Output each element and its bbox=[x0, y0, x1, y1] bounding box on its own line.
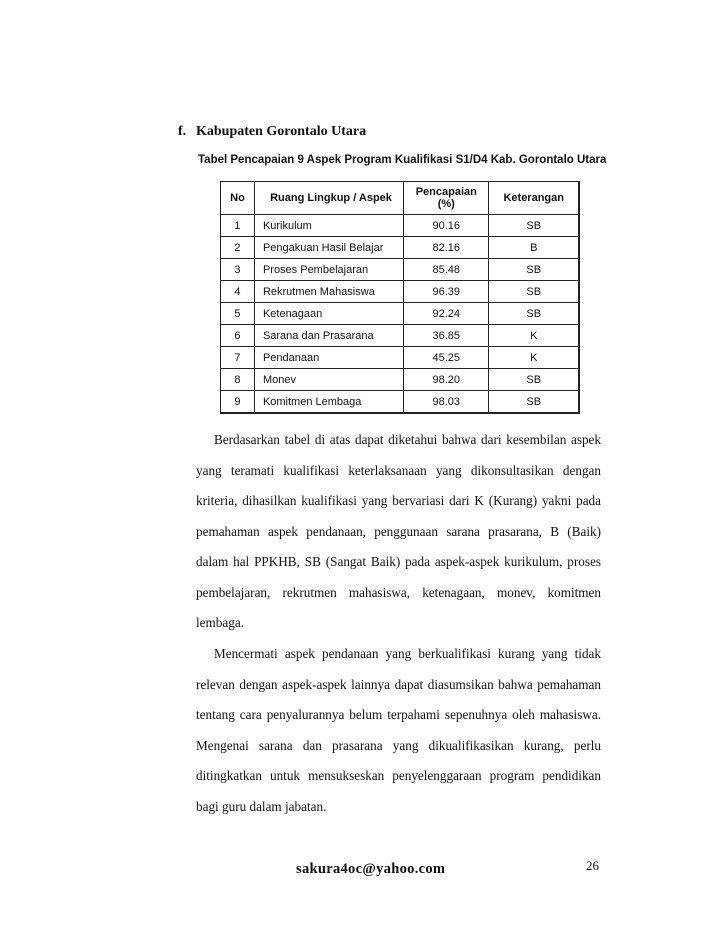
cell-aspek: Rekrutmen Mahasiswa bbox=[254, 281, 403, 303]
cell-no: 1 bbox=[221, 215, 255, 237]
cell-no: 2 bbox=[221, 237, 255, 259]
table-row bbox=[221, 237, 580, 259]
cell-pencapaian: 96.39 bbox=[404, 281, 489, 303]
table-row bbox=[221, 325, 580, 347]
cell-keterangan: SB bbox=[489, 259, 579, 281]
table-row bbox=[221, 303, 580, 325]
section-heading bbox=[178, 124, 366, 140]
paragraph-2-last-line: bagi guru dalam jabatan. bbox=[196, 798, 327, 814]
cell-no: 9 bbox=[221, 391, 255, 414]
cell-pencapaian: 98.03 bbox=[404, 391, 489, 414]
cell-pencapaian: 45.25 bbox=[404, 347, 489, 369]
header-aspek: Ruang Lingkup / Aspek bbox=[254, 182, 403, 215]
table-caption: Tabel Pencapaian 9 Aspek Program Kualifikasi S1/D4 Kab. Gorontalo Utara bbox=[198, 154, 607, 166]
cell-no: 8 bbox=[221, 369, 255, 391]
header-pencapaian bbox=[404, 182, 489, 215]
cell-keterangan: B bbox=[489, 237, 579, 259]
section-title: Kabupaten Gorontalo Utara bbox=[196, 124, 367, 139]
cell-no: 5 bbox=[221, 303, 255, 325]
paragraph-2-body: Mencermati aspek pendanaan yang berkualifikasi kurang yang tidak relevan dengan aspek-aspek lainnya dapat diasumsikan bahwa pemahaman tentang cara penyalurannya belum terpahami sepenuhnya oleh mahasiswa. Mengenai sarana dan prasarana yang dikualifikasikan kurang, perlu ditingkatkan untuk mensukseskan penyelenggaraan program pendidikan bbox=[196, 646, 601, 783]
cell-aspek: Proses Pembelajaran bbox=[254, 259, 403, 281]
cell-pencapaian: 90.16 bbox=[404, 215, 489, 237]
table-row bbox=[221, 215, 580, 237]
cell-aspek: Kurikulum bbox=[254, 215, 403, 237]
cell-aspek: Pengakuan Hasil Belajar bbox=[254, 237, 403, 259]
section-marker: f. bbox=[178, 124, 187, 139]
header-no: No bbox=[221, 182, 255, 215]
paragraph-1 bbox=[196, 425, 601, 639]
cell-pencapaian: 98.20 bbox=[404, 369, 489, 391]
cell-keterangan: SB bbox=[489, 391, 579, 414]
cell-no: 6 bbox=[221, 325, 255, 347]
page-number: 26 bbox=[586, 858, 599, 873]
cell-pencapaian: 36.85 bbox=[404, 325, 489, 347]
table-row bbox=[221, 391, 580, 414]
header-pencapaian-label: Pencapaian bbox=[415, 186, 477, 198]
cell-keterangan: K bbox=[489, 325, 579, 347]
cell-keterangan: SB bbox=[489, 369, 579, 391]
table-row bbox=[221, 281, 580, 303]
cell-aspek: Sarana dan Prasarana bbox=[254, 325, 403, 347]
cell-no: 7 bbox=[221, 347, 255, 369]
achievement-table bbox=[220, 181, 580, 414]
cell-aspek: Pendanaan bbox=[254, 347, 403, 369]
paragraph-1-last-line: lembaga. bbox=[196, 615, 244, 630]
cell-keterangan: K bbox=[489, 347, 579, 369]
cell-aspek: Komitmen Lembaga bbox=[254, 391, 403, 414]
cell-pencapaian: 92.24 bbox=[404, 303, 489, 325]
cell-pencapaian: 85.48 bbox=[404, 259, 489, 281]
cell-aspek: Ketenagaan bbox=[254, 303, 403, 325]
paragraph-2 bbox=[196, 639, 601, 822]
cell-pencapaian: 82.16 bbox=[404, 237, 489, 259]
cell-no: 4 bbox=[221, 281, 255, 303]
cell-keterangan: SB bbox=[489, 281, 579, 303]
table-header-row bbox=[221, 182, 580, 215]
table-row bbox=[221, 347, 580, 369]
header-keterangan: Keterangan bbox=[489, 182, 579, 215]
paragraph-1-body: Berdasarkan tabel di atas dapat diketahui bahwa dari kesembilan aspek yang teramati kualifikasi keterlaksanaan yang dikonsultasikan dengan kriteria, dihasilkan kualifikasi yang bervariasi dari K (Kurang) yakni pada pemahaman aspek pendanaan, penggunaan sarana prasarana, B (Baik) dalam hal PPKHB, SB (Sangat Baik) pada aspek-aspek kurikulum, proses pembelajaran, rekrutmen mahasiswa, ketenagaan, monev, komitmen bbox=[196, 432, 601, 600]
cell-aspek: Monev bbox=[254, 369, 403, 391]
table-row bbox=[221, 369, 580, 391]
cell-keterangan: SB bbox=[489, 215, 579, 237]
cell-no: 3 bbox=[221, 259, 255, 281]
footer-email: sakura4oc@yahoo.com bbox=[296, 861, 446, 877]
table-row bbox=[221, 259, 580, 281]
header-pencapaian-unit: (%) bbox=[437, 198, 455, 210]
cell-keterangan: SB bbox=[489, 303, 579, 325]
